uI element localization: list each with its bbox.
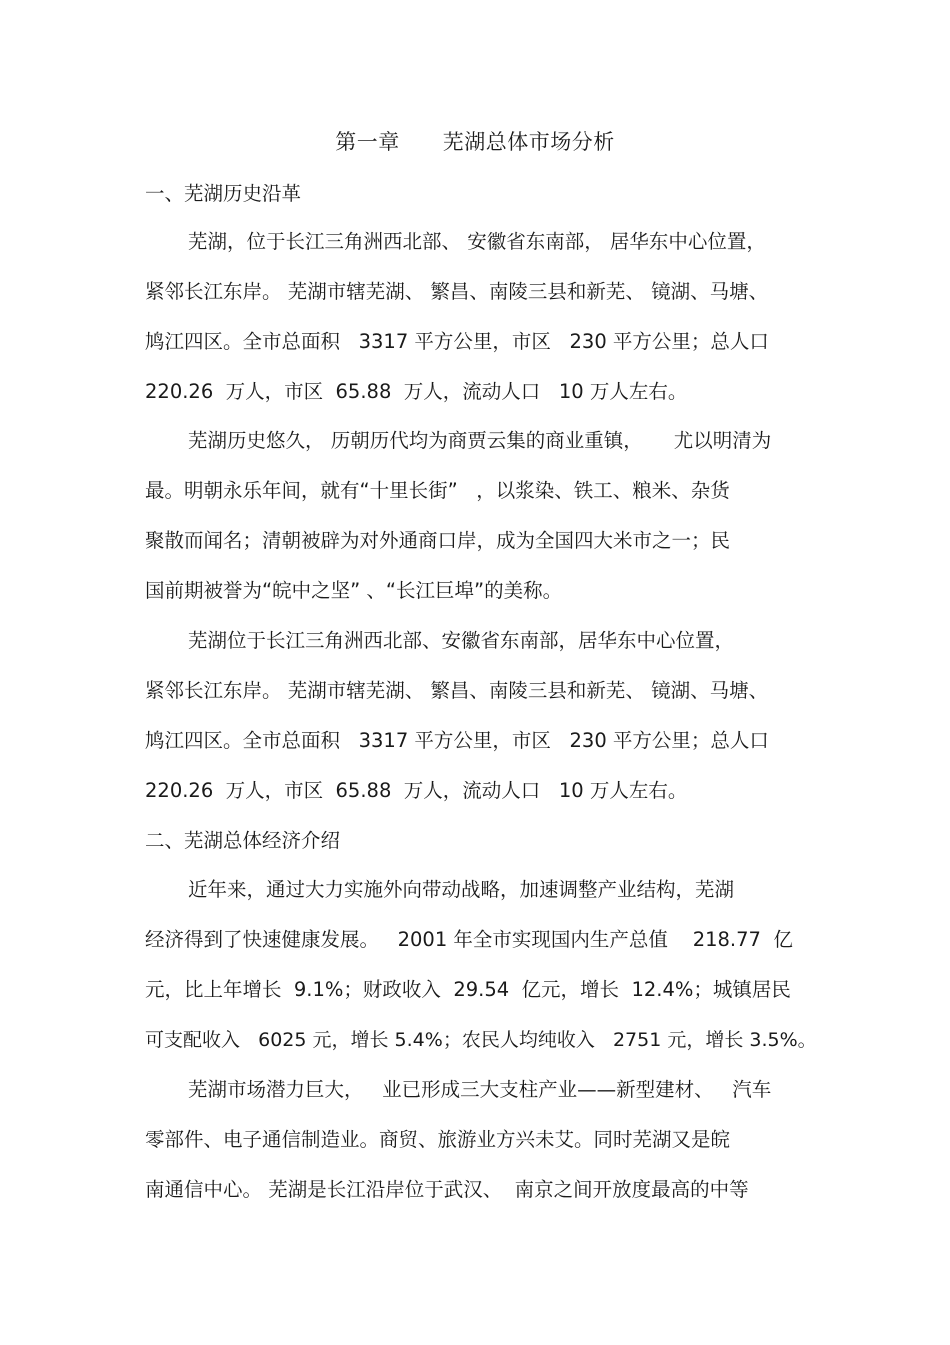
paragraph-line: 芜湖市场潜力巨大， 业已形成三大支柱产业——新型建材、 汽车 — [188, 1078, 772, 1101]
chapter-title: 第一章 芜湖总体市场分析 — [335, 130, 615, 154]
section-heading-history: 一、芜湖历史沿革 — [145, 182, 302, 205]
paragraph-line: 最。明朝永乐年间，就有“十里长街” ，以浆染、铁工、粮米、杂货 — [145, 479, 730, 502]
paragraph-line: 芜湖位于长江三角洲西北部、安徽省东南部，居华东中心位置， — [188, 629, 735, 652]
paragraph-line: 零部件、电子通信制造业。商贸、旅游业方兴未艾。同时芜湖又是皖 — [145, 1128, 731, 1151]
paragraph-line: 聚散而闻名；清朝被辟为对外通商口岸，成为全国四大米市之一；民 — [145, 529, 731, 552]
paragraph-line: 芜湖，位于长江三角洲西北部、 安徽省东南部， 居华东中心位置， — [188, 230, 766, 253]
paragraph-line: 近年来，通过大力实施外向带动战略，加速调整产业结构，芜湖 — [188, 878, 735, 901]
paragraph-line: 紧邻长江东岸。 芜湖市辖芜湖、 繁昌、南陵三县和新芜、 镜湖、马塘、 — [145, 679, 769, 702]
paragraph-line: 紧邻长江东岸。 芜湖市辖芜湖、 繁昌、南陵三县和新芜、 镜湖、马塘、 — [145, 280, 769, 303]
paragraph-line: 元，比上年增长 9.1%；财政收入 29.54 亿元，增长 12.4%；城镇居民 — [145, 978, 791, 1001]
paragraph-line: 可支配收入 6025 元，增长 5.4%；农民人均纯收入 2751 元，增长 3.5%。 — [145, 1029, 817, 1051]
paragraph-line: 220.26 万人，市区 65.88 万人，流动人口 10 万人左右。 — [145, 380, 688, 403]
paragraph-line: 220.26 万人，市区 65.88 万人，流动人口 10 万人左右。 — [145, 779, 688, 802]
paragraph-line: 南通信中心。 芜湖是长江沿岸位于武汉、 南京之间开放度最高的中等 — [145, 1178, 749, 1201]
paragraph-line: 鸠江四区。全市总面积 3317 平方公里，市区 230 平方公里；总人口 — [145, 729, 769, 752]
paragraph-line: 芜湖历史悠久， 历朝历代均为商贾云集的商业重镇， 尤以明清为 — [188, 429, 772, 452]
paragraph-line: 鸠江四区。全市总面积 3317 平方公里，市区 230 平方公里；总人口 — [145, 330, 769, 353]
section-heading-economy: 二、芜湖总体经济介绍 — [145, 829, 341, 852]
paragraph-line: 国前期被誉为“皖中之坚” 、“长江巨埠”的美称。 — [145, 579, 563, 602]
paragraph-line: 经济得到了快速健康发展。 2001 年全市实现国内生产总值 218.77 亿 — [145, 928, 793, 951]
